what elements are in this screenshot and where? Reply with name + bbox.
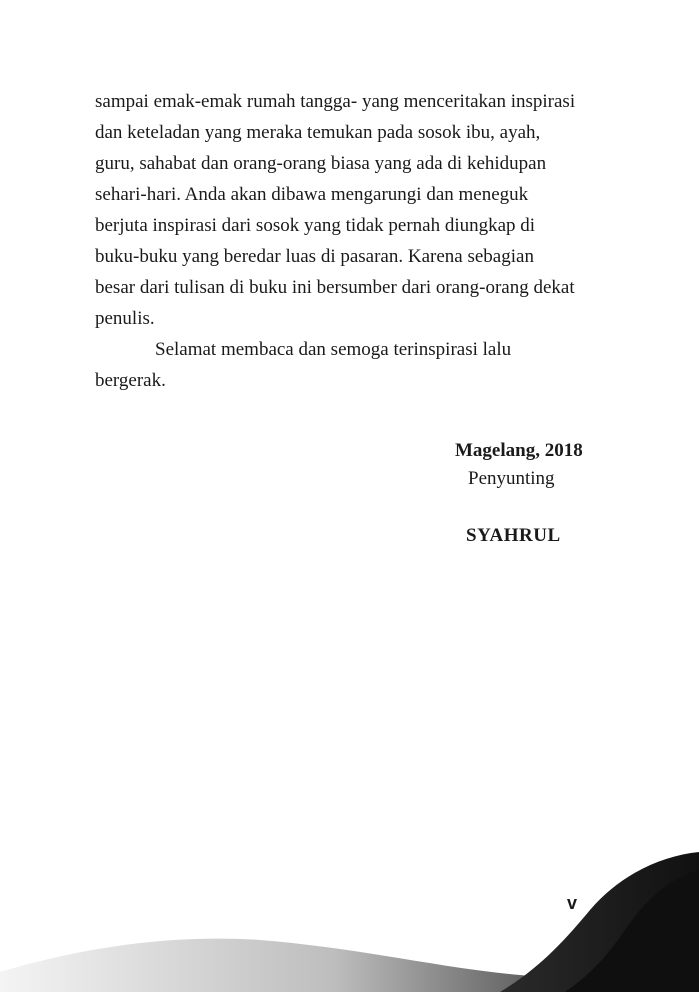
- paragraph-line: guru, sahabat dan orang-orang biasa yang ada di kehidupan: [95, 153, 547, 174]
- body-text: [95, 86, 615, 396]
- paragraph-line: sehari-hari. Anda akan dibawa mengarungi dan meneguk: [95, 184, 529, 205]
- paragraph-line: sampai emak-emak rumah tangga- yang menceritakan inspirasi: [95, 91, 576, 112]
- signature-role: Penyunting: [468, 468, 555, 489]
- closing-line: Selamat membaca dan semoga terinspirasi lalu: [155, 339, 512, 360]
- paragraph-line: besar dari tulisan di buku ini bersumber dari orang-orang dekat: [95, 277, 575, 298]
- paragraph-line: buku-buku yang beredar luas di pasaran. Karena sebagian: [95, 246, 534, 267]
- signature-name: SYAHRUL: [466, 525, 561, 546]
- paragraph-line: berjuta inspirasi dari sosok yang tidak pernah diungkap di: [95, 215, 536, 236]
- signature-place-date: Magelang, 2018: [455, 440, 583, 461]
- paragraph-line: penulis.: [95, 308, 155, 329]
- paragraph-line: dan keteladan yang meraka temukan pada sosok ibu, ayah,: [95, 122, 541, 143]
- page-number: v: [567, 893, 578, 913]
- closing-line: bergerak.: [95, 370, 166, 391]
